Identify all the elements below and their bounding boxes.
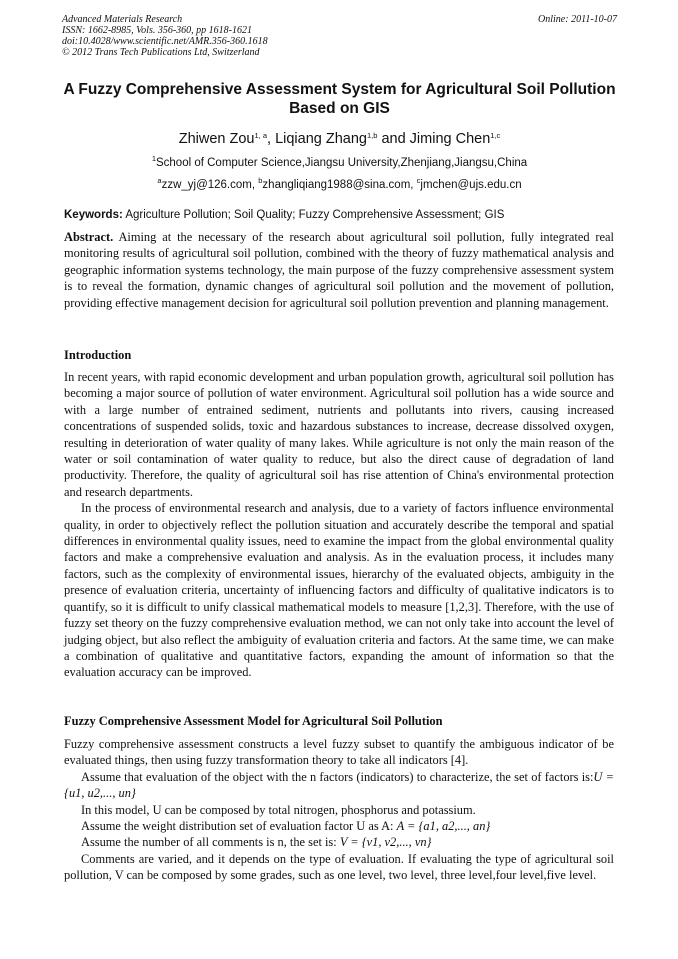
introduction-body (64, 369, 614, 681)
email-list (62, 178, 617, 192)
model-body (64, 736, 614, 884)
keywords-text: Agriculture Pollution; Soil Quality; Fuzzy Comprehensive Assessment; GIS (125, 209, 505, 221)
abstract-label: Abstract. (64, 230, 114, 244)
section-heading-model: Fuzzy Comprehensive Assessment Model for Agricultural Soil Pollution (64, 714, 443, 728)
paper-title: A Fuzzy Comprehensive Assessment System for Agricultural Soil Pollution Based on GIS (63, 81, 616, 117)
author-name: Jiming Chen (409, 131, 491, 147)
abstract-text: Aiming at the necessary of the research about agricultural soil pollution, fully integrated real monitoring results of agricultural soil pollution, combined with the theory of fuzzy mathematical analysis and geographic information systems technology, the main purpose of the fuzzy comprehensive assessment system is to reveal the formation, dynamic changes of agricultural soil pollution and the movement of pollution, providing effective management decision for agricultural soil pollution prevention and planning management. (64, 230, 614, 310)
abstract (64, 229, 614, 311)
intro-paragraph-1: In recent years, with rapid economic development and urban population growth, agricultural soil pollution has becoming a major source of pollution of water environment. Agricultural soil pollution has a wide source and with a large number of entrained sediment, nutrients and pollutants into rivers, causing increased concentrations of suspended solids, toxic and hazardous substances to increase, decrease dissolved oxygen, resulting in deterioration of water quality of many lakes. While agriculture is not only the main reason of the water or soil contamination of water quality to reduce, but also the direct cause of degradation of land productivity. Therefore, the quality of agricultural soil has rise attention of China's environmental protection and research departments. (64, 370, 614, 499)
journal-header (62, 14, 617, 58)
intro-paragraph-2: In the process of environmental research and analysis, due to a variety of factors influence environmental quality, in order to objectively reflect the pollution situation and accurately describe the temporal and spatial differences in environmental quality issues, need to examine the impact from the global environmental quality factors and make a comprehensive evaluation and analysis. As in the evaluation process, it includes many factors, such as the complexity of environmental issues, hierarchy of the evaluated objects, ambiguity in the presence of evaluation criteria, uncertainty of influencing factors and difficulty of qualitative indicators is to quantify, so it is difficult to unify classical mathematical models to measure [1,2,3]. Therefore, with the use of fuzzy set theory on the fuzzy comprehensive evaluation method, we can not only take into account the level of judging object, but also reflect the ambiguity of evaluation criteria and factors. At the same time, we can make a combination of qualitative and quantitative factors, expanding the amount of information so that the evaluation accuracy can be improved. (64, 501, 614, 680)
author-sep: and (377, 131, 410, 147)
model-p4-text: Assume the weight distribution set of evaluation factor U as A: (81, 819, 394, 834)
online-date: Online: 2011-10-07 (538, 14, 617, 25)
email-link[interactable]: jmchen@ujs.edu.cn (420, 179, 522, 191)
author-sup: 1, a (254, 131, 267, 140)
model-p2-text: Assume that evaluation of the object with the n factors (indicators) to characterize, the set of factors is: (81, 769, 594, 784)
doi-line: doi:10.4028/www.scientific.net/AMR.356-360.1618 (62, 36, 268, 47)
email-sep: , (251, 179, 259, 191)
author-sup: 1,c (490, 131, 501, 140)
keywords-label: Keywords: (64, 209, 123, 221)
affiliation (62, 156, 617, 170)
affiliation-text: School of Computer Science,Jiangsu University,Zhenjiang,Jiangsu,China (155, 157, 528, 169)
section-heading-introduction: Introduction (64, 348, 132, 362)
model-paragraph-2 (64, 769, 614, 802)
formula-a: A = {a1, a2,..., an} (396, 819, 491, 834)
author-name: Liqiang Zhang (275, 131, 367, 147)
email-link[interactable]: zhangliqiang1988@sina.com (262, 179, 411, 191)
model-paragraph-1: Fuzzy comprehensive assessment constructs a level fuzzy subset to quantify the ambiguous indicator of be evaluated things, then using fuzzy transformation theory to take all indicators [4]. (64, 737, 614, 768)
email-sup: b (258, 176, 263, 185)
model-p5-text: Assume the number of all comments is n, the set is: (81, 835, 337, 850)
email-link[interactable]: zzw_yj@126.com (161, 179, 252, 191)
author-name: Zhiwen Zou (178, 131, 255, 147)
formula-v: V = {v1, v2,..., vn} (339, 835, 432, 850)
author-list (62, 131, 617, 148)
author-sup: 1,b (366, 131, 378, 140)
model-paragraph-6: Comments are varied, and it depends on the type of evaluation. If evaluating the type of agricultural soil pollution, V can be composed by some grades, such as one level, two level, three level,four level,five level. (64, 851, 614, 883)
model-paragraph-3: In this model, U can be composed by total nitrogen, phosphorus and potassium. (81, 802, 476, 817)
issn-line: ISSN: 1662-8985, Vols. 356-360, pp 1618-1621 (62, 25, 252, 36)
email-sep: , (410, 179, 417, 191)
model-paragraph-5 (64, 834, 614, 850)
model-paragraph-4 (64, 818, 614, 834)
email-sup: a (157, 176, 162, 185)
keywords (64, 208, 617, 222)
affiliation-sup: 1 (151, 154, 156, 163)
journal-name: Advanced Materials Research (62, 14, 183, 25)
email-sup: c (416, 176, 421, 185)
formula-u: U = {u1, u2,..., un} (64, 769, 614, 801)
copyright-line: © 2012 Trans Tech Publications Ltd, Switzerland (62, 47, 260, 58)
author-sep: , (267, 131, 276, 147)
